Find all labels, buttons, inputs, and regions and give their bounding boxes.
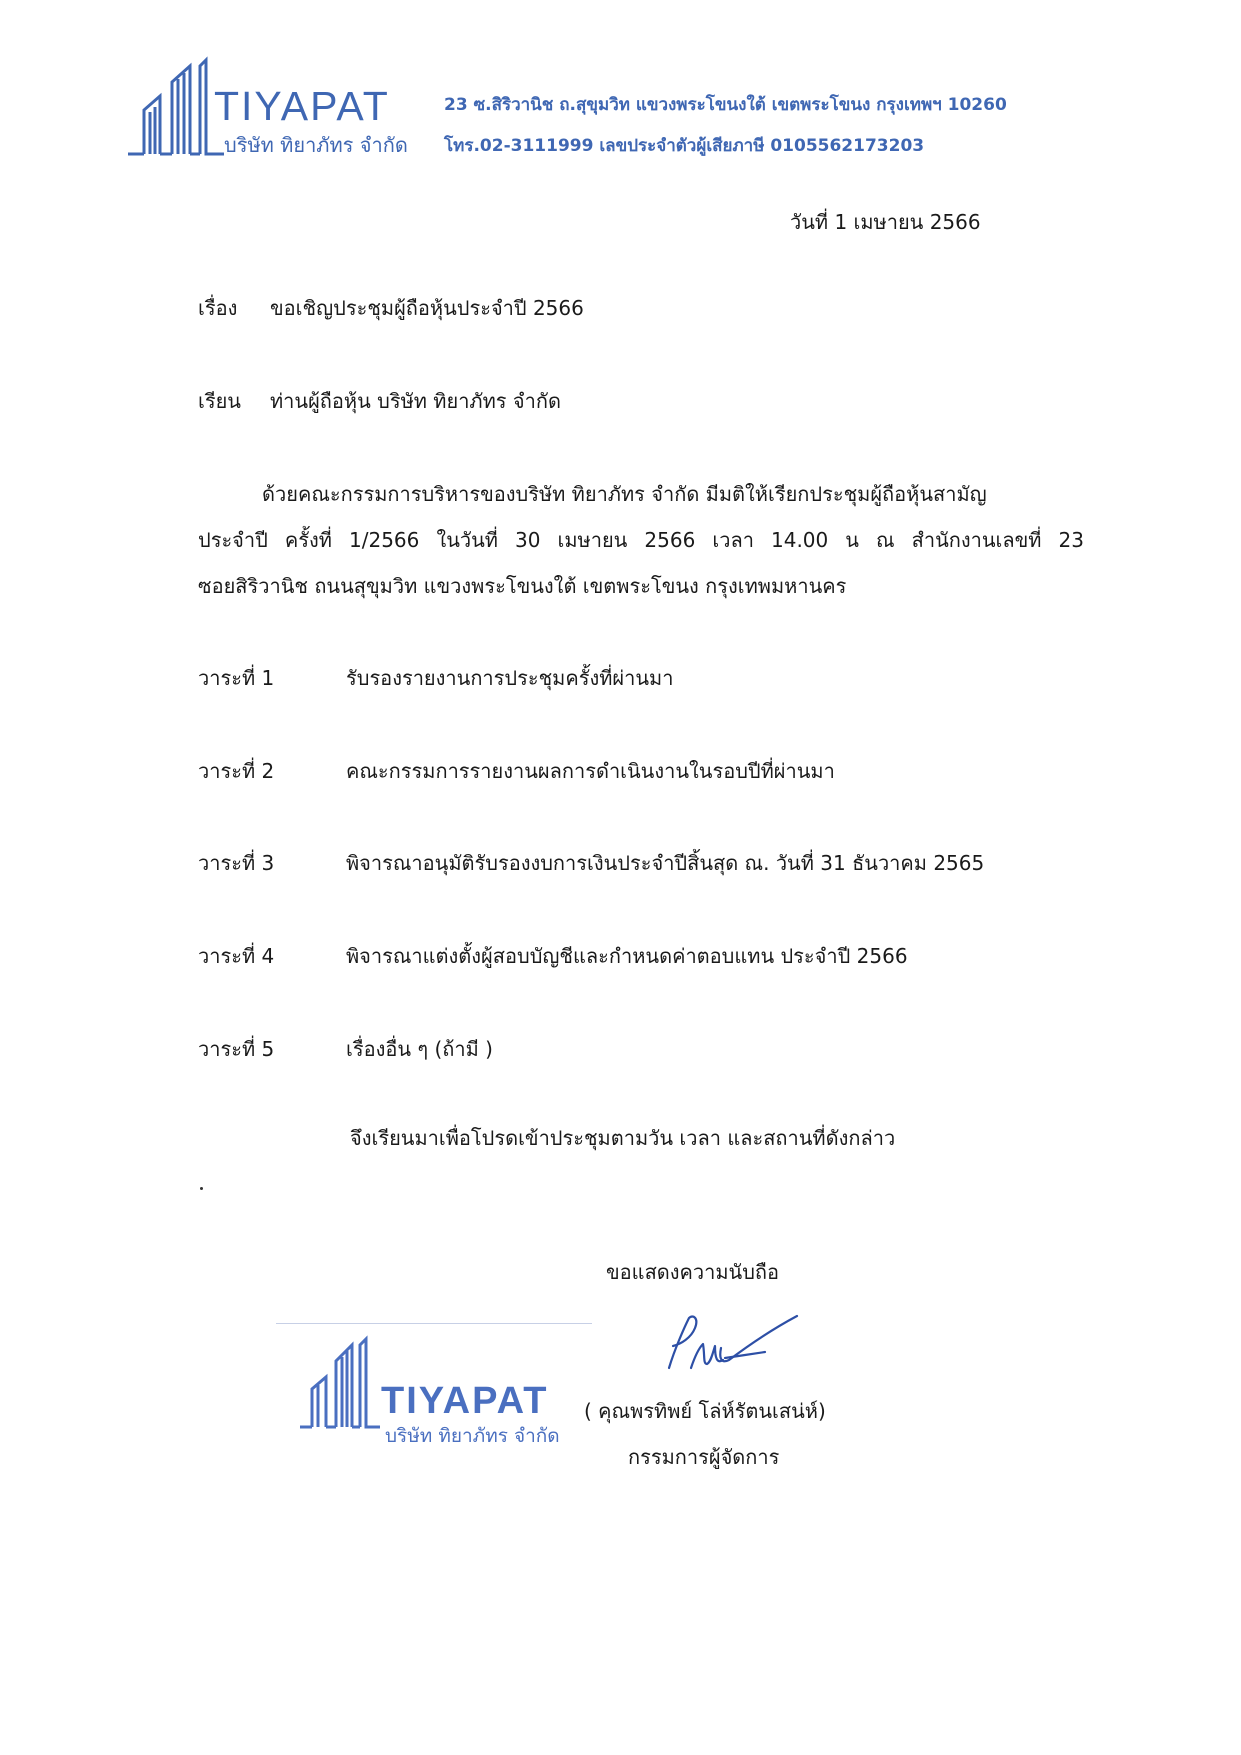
closing-sentence: จึงเรียนมาเพื่อโปรดเข้าประชุมตามวัน เวลา และสถานที่ดังกล่าว: [350, 1126, 896, 1150]
agenda-label-2: วาระที่ 2: [198, 759, 275, 783]
stamp-building-logo-icon: [298, 1333, 384, 1433]
letterhead-address: 23 ซ.สิริวานิช ถ.สุขุมวิท แขวงพระโขนงใต้ เขตพระโขนง กรุงเทพฯ 10260: [444, 95, 1007, 115]
stamp-company-name: บริษัท ทิยาภัทร จำกัด: [385, 1425, 560, 1447]
subject-label: เรื่อง: [198, 296, 238, 320]
agenda-text-1: รับรองรายงานการประชุมครั้งที่ผ่านมา: [346, 666, 674, 690]
agenda-label-5: วาระที่ 5: [198, 1037, 275, 1061]
agenda-label-1: วาระที่ 1: [198, 666, 275, 690]
recipient-label: เรียน: [198, 389, 241, 413]
stray-dot: [200, 1187, 203, 1190]
letterhead-company-name: บริษัท ทิยาภัทร จำกัด: [224, 133, 408, 157]
agenda-text-5: เรื่องอื่น ๆ (ถ้ามี ): [346, 1037, 493, 1061]
signer-position: กรรมการผู้จัดการ: [628, 1445, 780, 1469]
agenda-label-4: วาระที่ 4: [198, 944, 275, 968]
regards: ขอแสดงความนับถือ: [606, 1260, 780, 1284]
recipient-text: ท่านผู้ถือหุ้น บริษัท ทิยาภัทร จำกัด: [270, 389, 561, 413]
letterhead-brand: TIYAPAT: [214, 83, 390, 129]
stamp-line: [276, 1323, 592, 1324]
body-line-1: ด้วยคณะกรรมการบริหารของบริษัท ทิยาภัทร จำกัด มีมติให้เรียกประชุมผู้ถือหุ้นสามัญ: [262, 482, 987, 506]
letterhead-contact: โทร.02-3111999 เลขประจำตัวผู้เสียภาษี 0105562173203: [444, 136, 925, 156]
agenda-text-4: พิจารณาแต่งตั้งผู้สอบบัญชีและกำหนดค่าตอบแทน ประจำปี 2566: [346, 944, 908, 968]
handwritten-signature: [655, 1308, 805, 1384]
subject-text: ขอเชิญประชุมผู้ถือหุ้นประจำปี 2566: [270, 296, 584, 320]
body-line-3: ซอยสิริวานิช ถนนสุขุมวิท แขวงพระโขนงใต้ เขตพระโขนง กรุงเทพมหานคร: [198, 574, 847, 598]
agenda-text-3: พิจารณาอนุมัติรับรองงบการเงินประจำปีสิ้นสุด ณ. วันที่ 31 ธันวาคม 2565: [346, 851, 985, 875]
letter-date: วันที่ 1 เมษายน 2566: [790, 210, 981, 234]
agenda-label-3: วาระที่ 3: [198, 851, 275, 875]
stamp-brand: TIYAPAT: [381, 1380, 549, 1422]
body-line-2: ประจำปี ครั้งที่ 1/2566 ในวันที่ 30 เมษายน 2566 เวลา 14.00 น ณ สำนักงานเลขที่ 23: [198, 528, 1084, 552]
agenda-text-2: คณะกรรมการรายงานผลการดำเนินงานในรอบปีที่ผ่านมา: [346, 759, 835, 783]
signer-name: ( คุณพรทิพย์ โล่ห์รัตนเสน่ห์): [584, 1399, 826, 1423]
